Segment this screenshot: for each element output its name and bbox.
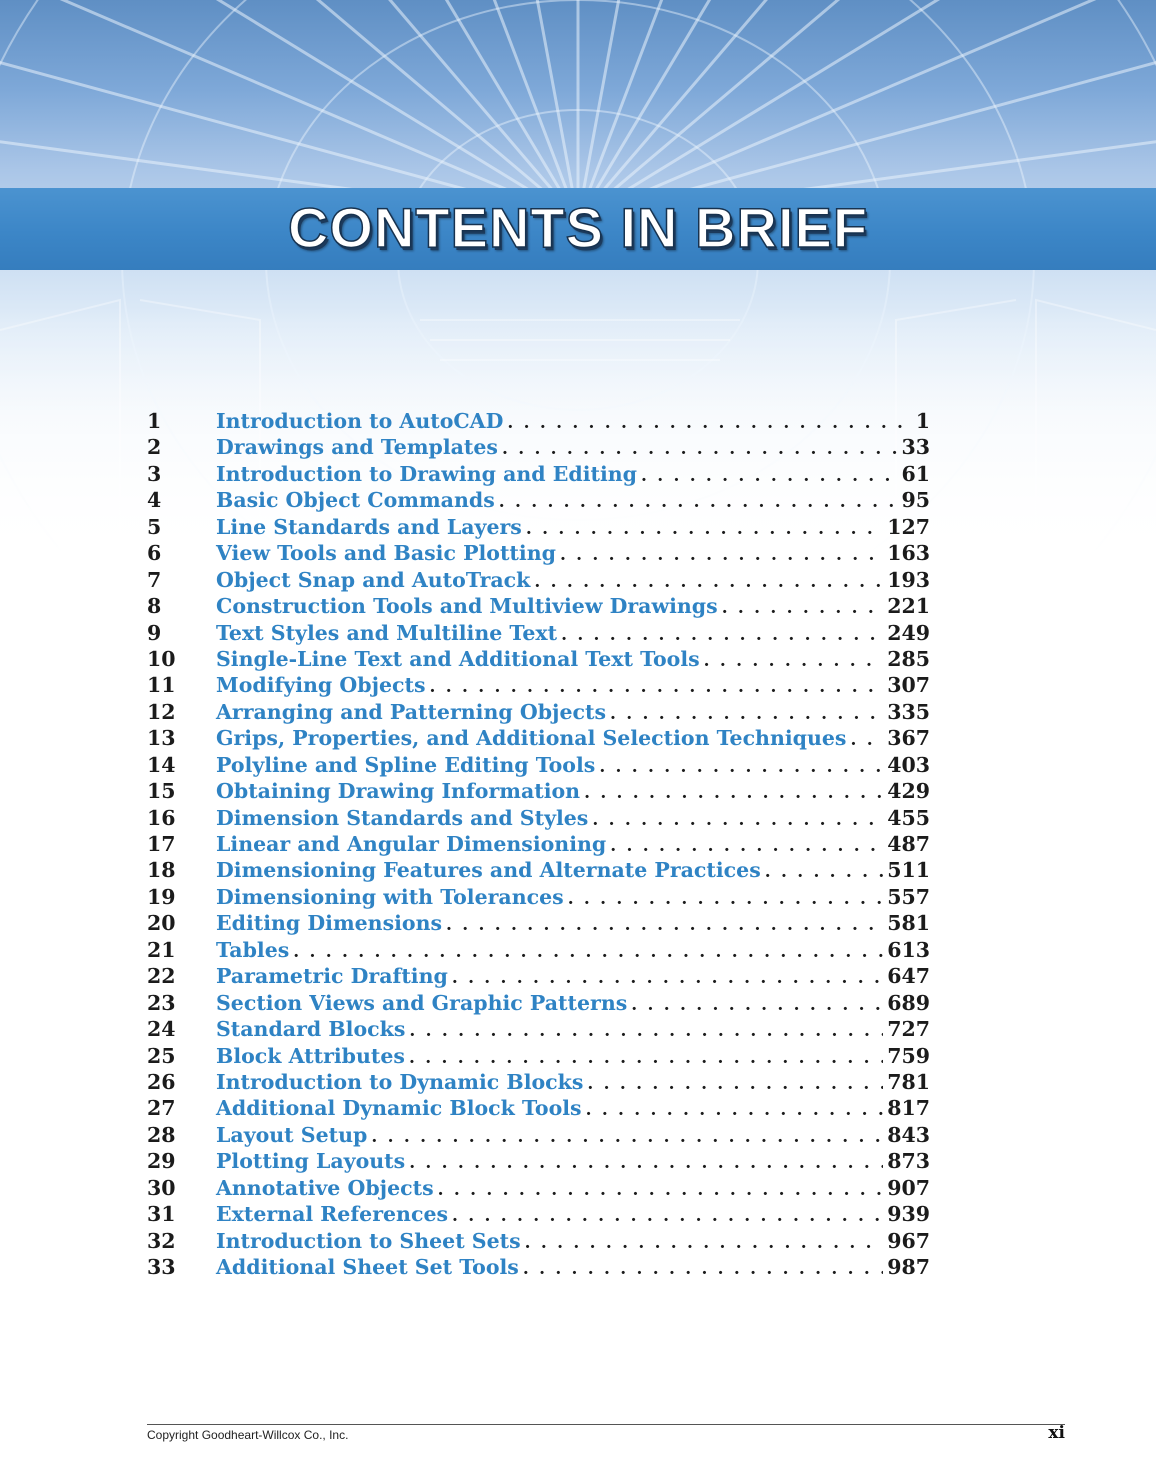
chapter-number: 30 — [147, 1175, 176, 1200]
chapter-title-link[interactable]: Parametric Drafting — [216, 964, 448, 989]
chapter-title-link[interactable]: Introduction to Dynamic Blocks — [216, 1069, 584, 1094]
chapter-page-number: 873 — [887, 1149, 930, 1174]
chapter-page-number: 647 — [887, 964, 930, 989]
chapter-page-number: 429 — [887, 779, 930, 804]
dot-leader — [722, 595, 884, 619]
chapter-number: 22 — [147, 964, 176, 989]
chapter-title-link[interactable]: Arranging and Patterning Objects — [216, 699, 606, 724]
chapter-number: 23 — [147, 990, 176, 1015]
chapter-page-number: 613 — [887, 937, 930, 962]
toc-entry[interactable] — [147, 1228, 930, 1254]
chapter-title-link[interactable]: Tables — [216, 937, 290, 962]
chapter-page-number: 367 — [887, 726, 930, 751]
chapter-number: 18 — [147, 858, 176, 883]
chapter-page-number: 61 — [901, 461, 930, 486]
chapter-title-link[interactable]: Introduction to AutoCAD — [216, 409, 504, 433]
chapter-page-number: 557 — [887, 884, 930, 909]
dot-leader — [409, 1150, 883, 1174]
dot-leader — [452, 965, 883, 989]
chapter-page-number: 939 — [887, 1202, 930, 1227]
chapter-title-link[interactable]: Polyline and Spline Editing Tools — [216, 752, 596, 777]
chapter-page-number: 817 — [887, 1096, 930, 1121]
chapter-number: 28 — [147, 1122, 176, 1147]
chapter-title-link[interactable]: Obtaining Drawing Information — [216, 779, 581, 804]
chapter-title-link[interactable]: Introduction to Sheet Sets — [216, 1228, 521, 1253]
dot-leader — [523, 1256, 883, 1280]
toc-entry[interactable] — [147, 487, 930, 513]
chapter-title-link[interactable]: Single-Line Text and Additional Text Tools — [216, 646, 700, 671]
toc-entry[interactable] — [147, 672, 930, 698]
toc-entry[interactable] — [147, 699, 930, 725]
chapter-title-link[interactable]: Section Views and Graphic Patterns — [216, 990, 628, 1015]
chapter-title-link[interactable]: Text Styles and Multiline Text — [216, 620, 558, 645]
chapter-title-link[interactable]: Standard Blocks — [216, 1017, 406, 1042]
chapter-title-link[interactable]: Annotative Objects — [216, 1175, 434, 1200]
footer-divider — [147, 1424, 1065, 1425]
chapter-title-link[interactable]: Dimensioning Features and Alternate Practices — [216, 858, 761, 883]
chapter-title-link[interactable]: Layout Setup — [216, 1122, 368, 1147]
chapter-title-link[interactable]: Object Snap and AutoTrack — [216, 567, 531, 592]
dot-leader — [568, 886, 884, 910]
chapter-page-number: 759 — [887, 1043, 930, 1068]
chapter-number: 7 — [147, 567, 162, 592]
toc-entry[interactable] — [147, 593, 930, 619]
dot-leader — [430, 674, 884, 698]
chapter-number: 14 — [147, 752, 176, 777]
toc-entry[interactable] — [147, 434, 930, 460]
chapter-page-number: 307 — [887, 673, 930, 698]
dot-leader — [641, 463, 897, 487]
chapter-page-number: 285 — [887, 646, 930, 671]
toc-entry[interactable] — [147, 884, 930, 910]
chapter-number: 11 — [147, 673, 176, 698]
dot-leader — [499, 489, 898, 513]
copyright-notice: Copyright Goodheart-Willcox Co., Inc. — [147, 1428, 349, 1442]
dot-leader — [587, 1071, 883, 1095]
chapter-page-number: 455 — [887, 805, 930, 830]
chapter-title-link[interactable]: Linear and Angular Dimensioning — [216, 832, 607, 856]
toc-entry[interactable] — [147, 567, 930, 593]
chapter-title-link[interactable]: External References — [216, 1202, 449, 1227]
toc-entry[interactable] — [147, 540, 930, 566]
dot-leader — [409, 1018, 883, 1042]
toc-entry[interactable] — [147, 646, 930, 672]
chapter-number: 21 — [147, 937, 176, 962]
toc-entry[interactable] — [147, 1069, 930, 1095]
chapter-page-number: 33 — [901, 435, 930, 460]
toc-entry[interactable] — [147, 910, 930, 936]
toc-entry[interactable] — [147, 857, 930, 883]
toc-entry[interactable] — [147, 1095, 930, 1121]
dot-leader — [631, 992, 883, 1016]
chapter-number: 15 — [147, 779, 176, 804]
chapter-number: 32 — [147, 1228, 176, 1253]
chapter-number: 3 — [147, 461, 162, 486]
toc-entry[interactable] — [147, 990, 930, 1016]
dot-leader — [409, 1045, 883, 1069]
dot-leader — [592, 807, 883, 831]
chapter-page-number: 249 — [887, 620, 930, 645]
chapter-page-number: 1 — [915, 409, 930, 433]
toc-entry[interactable] — [147, 408, 930, 434]
chapter-title-link[interactable]: Grips, Properties, and Additional Selection Techniques — [216, 726, 847, 751]
dot-leader — [850, 727, 883, 751]
chapter-number: 16 — [147, 805, 176, 830]
chapter-title-link[interactable]: Line Standards and Layers — [216, 514, 522, 539]
chapter-page-number: 335 — [887, 699, 930, 724]
chapter-page-number: 511 — [887, 858, 930, 883]
toc-entry[interactable] — [147, 752, 930, 778]
chapter-page-number: 581 — [887, 911, 930, 936]
dot-leader — [525, 1230, 884, 1254]
toc-entry[interactable] — [147, 778, 930, 804]
chapter-number: 2 — [147, 435, 162, 460]
page-number: xi — [1048, 1423, 1065, 1443]
dot-leader — [610, 701, 883, 725]
chapter-title-link[interactable]: Editing Dimensions — [216, 911, 443, 936]
chapter-page-number: 193 — [887, 567, 930, 592]
chapter-page-number: 967 — [887, 1228, 930, 1253]
dot-leader — [586, 1097, 884, 1121]
chapter-title-link[interactable]: Additional Sheet Set Tools — [216, 1255, 519, 1279]
chapter-number: 4 — [147, 488, 162, 513]
chapter-number: 27 — [147, 1096, 176, 1121]
toc-entry[interactable] — [147, 1016, 930, 1042]
chapter-number: 33 — [147, 1255, 176, 1279]
toc-entry[interactable] — [147, 1254, 930, 1280]
chapter-number: 6 — [147, 541, 162, 566]
toc-entry[interactable] — [147, 620, 930, 646]
dot-leader — [704, 648, 884, 672]
chapter-title-link[interactable]: Basic Object Commands — [216, 488, 495, 513]
chapter-number: 13 — [147, 726, 176, 751]
chapter-number: 12 — [147, 699, 176, 724]
toc-entry[interactable] — [147, 1175, 930, 1201]
chapter-page-number: 487 — [887, 832, 930, 856]
chapter-page-number: 907 — [887, 1175, 930, 1200]
dot-leader — [765, 859, 883, 883]
chapter-title-link[interactable]: Drawings and Templates — [216, 435, 498, 460]
chapter-number: 25 — [147, 1043, 176, 1068]
chapter-title-link[interactable]: Construction Tools and Multiview Drawings — [216, 594, 718, 619]
chapter-title-link[interactable]: Introduction to Drawing and Editing — [216, 461, 637, 486]
chapter-title-link[interactable]: Block Attributes — [216, 1043, 405, 1068]
toc-entry[interactable] — [147, 1043, 930, 1069]
chapter-page-number: 403 — [887, 752, 930, 777]
chapter-page-number: 221 — [887, 594, 930, 619]
dot-leader — [610, 833, 883, 857]
chapter-number: 5 — [147, 514, 162, 539]
chapter-number: 1 — [147, 409, 162, 433]
chapter-page-number: 163 — [887, 541, 930, 566]
dot-leader — [534, 569, 883, 593]
table-of-contents — [147, 408, 930, 1280]
chapter-title-link[interactable]: Modifying Objects — [216, 673, 426, 698]
chapter-page-number: 127 — [887, 514, 930, 539]
dot-leader — [526, 516, 883, 540]
chapter-number: 19 — [147, 884, 176, 909]
chapter-number: 9 — [147, 620, 162, 645]
toc-entry[interactable] — [147, 805, 930, 831]
chapter-title-link[interactable]: View Tools and Basic Plotting — [216, 541, 556, 566]
toc-entry[interactable] — [147, 937, 930, 963]
toc-entry[interactable] — [147, 1122, 930, 1148]
toc-entry[interactable] — [147, 1201, 930, 1227]
chapter-number: 10 — [147, 646, 176, 671]
toc-entry[interactable] — [147, 831, 930, 857]
chapter-page-number: 987 — [887, 1255, 930, 1279]
dot-leader — [560, 542, 883, 566]
chapter-number: 17 — [147, 832, 176, 856]
dot-leader — [371, 1124, 883, 1148]
chapter-number: 31 — [147, 1202, 176, 1227]
dot-leader — [438, 1177, 884, 1201]
chapter-number: 20 — [147, 911, 176, 936]
toc-entry[interactable] — [147, 514, 930, 540]
toc-entry[interactable] — [147, 725, 930, 751]
chapter-page-number: 843 — [887, 1122, 930, 1147]
chapter-title-link[interactable]: Plotting Layouts — [216, 1149, 406, 1174]
chapter-page-number: 95 — [901, 488, 930, 513]
toc-entry[interactable] — [147, 963, 930, 989]
dot-leader — [599, 754, 883, 778]
dot-leader — [502, 436, 898, 460]
chapter-page-number: 727 — [887, 1017, 930, 1042]
chapter-page-number: 781 — [887, 1069, 930, 1094]
page-title: CONTENTS IN BRIEF — [287, 196, 869, 259]
dot-leader — [584, 780, 883, 804]
dot-leader — [452, 1203, 883, 1227]
toc-entry[interactable] — [147, 1148, 930, 1174]
chapter-title-link[interactable]: Dimensioning with Tolerances — [216, 884, 564, 909]
chapter-title-link[interactable]: Dimension Standards and Styles — [216, 805, 589, 830]
chapter-number: 29 — [147, 1149, 176, 1174]
dot-leader — [561, 622, 883, 646]
chapter-title-link[interactable]: Additional Dynamic Block Tools — [216, 1096, 582, 1121]
chapter-number: 26 — [147, 1069, 176, 1094]
dot-leader — [293, 939, 883, 963]
dot-leader — [507, 410, 911, 434]
toc-entry[interactable] — [147, 461, 930, 487]
chapter-number: 8 — [147, 594, 162, 619]
chapter-number: 24 — [147, 1017, 176, 1042]
dot-leader — [446, 912, 883, 936]
chapter-page-number: 689 — [887, 990, 930, 1015]
